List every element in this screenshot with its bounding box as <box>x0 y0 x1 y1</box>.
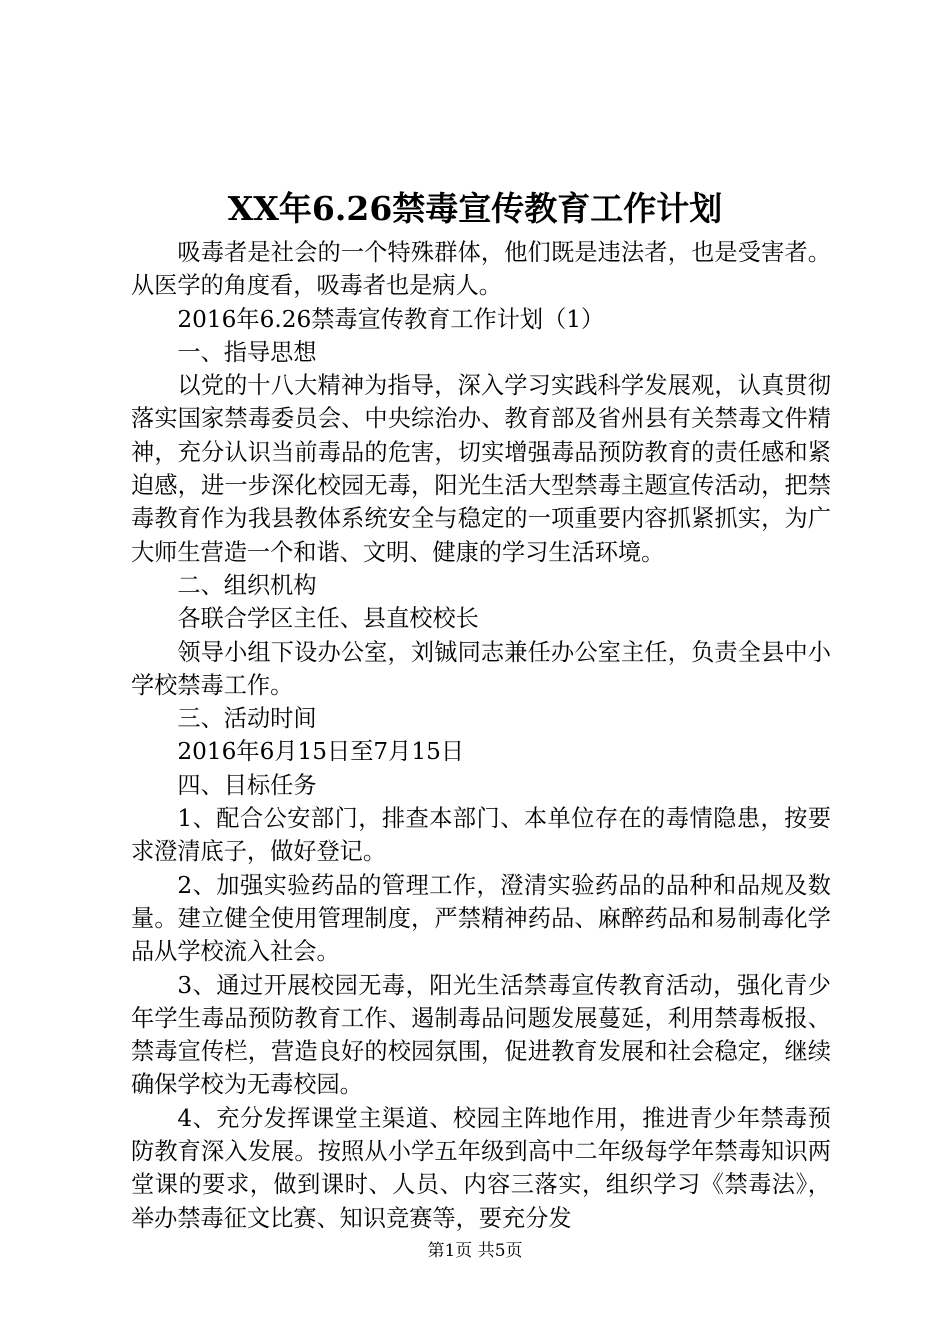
paragraph-organization-office: 领导小组下设办公室，刘铖同志兼任办公室主任，负责全县中小学校禁毒工作。 <box>131 638 831 699</box>
section-heading-guiding-ideology: 一、指导思想 <box>177 338 317 366</box>
page-footer: 第1页 共5页 <box>427 1241 523 1261</box>
paragraph-plan-heading: 2016年6.26禁毒宣传教育工作计划（1） <box>177 305 605 333</box>
section-heading-activity-time: 三、活动时间 <box>177 705 317 733</box>
document-title: XX年6.26禁毒宣传教育工作计划 <box>227 189 723 228</box>
paragraph-goal-3: 3、通过开展校园无毒，阳光生活禁毒宣传教育活动，强化青少年学生毒品预防教育工作、遏制毒品问题发展蔓延，利用禁毒板报、禁毒宣传栏，营造良好的校园氛围，促进教育发展和社会稳定，继续确保学校为无毒校园。 <box>131 971 831 1099</box>
paragraph-guiding-ideology: 以党的十八大精神为指导，深入学习实践科学发展观，认真贯彻落实国家禁毒委员会、中央综治办、教育部及省州县有关禁毒文件精神，充分认识当前毒品的危害，切实增强毒品预防教育的责任感和紧迫感，进一步深化校园无毒，阳光生活大型禁毒主题宣传活动，把禁毒教育作为我县教体系统安全与稳定的一项重要内容抓紧抓实，为广大师生营造一个和谐、文明、健康的学习生活环境。 <box>131 372 831 566</box>
section-heading-organization: 二、组织机构 <box>177 571 317 599</box>
paragraph-goal-1: 1、配合公安部门，排查本部门、本单位存在的毒情隐患，按要求澄清底子，做好登记。 <box>131 805 831 866</box>
paragraph-organization-members: 各联合学区主任、县直校校长 <box>177 605 479 633</box>
paragraph-activity-time: 2016年6月15日至7月15日 <box>177 738 465 766</box>
section-heading-goals: 四、目标任务 <box>177 771 317 799</box>
paragraph-goal-2: 2、加强实验药品的管理工作，澄清实验药品的品种和品规及数量。建立健全使用管理制度，严禁精神药品、麻醉药品和易制毒化学品从学校流入社会。 <box>131 871 831 966</box>
document-body <box>131 236 831 1235</box>
paragraph-goal-4: 4、充分发挥课堂主渠道、校园主阵地作用，推进青少年禁毒预防教育深入发展。按照从小学五年级到高中二年级每学年禁毒知识两堂课的要求，做到课时、人员、内容三落实，组织学习《禁毒法》，举办禁毒征文比赛、知识竞赛等，要充分发 <box>131 1104 831 1232</box>
paragraph-intro: 吸毒者是社会的一个特殊群体，他们既是违法者，也是受害者。从医学的角度看，吸毒者也是病人。 <box>131 239 831 300</box>
